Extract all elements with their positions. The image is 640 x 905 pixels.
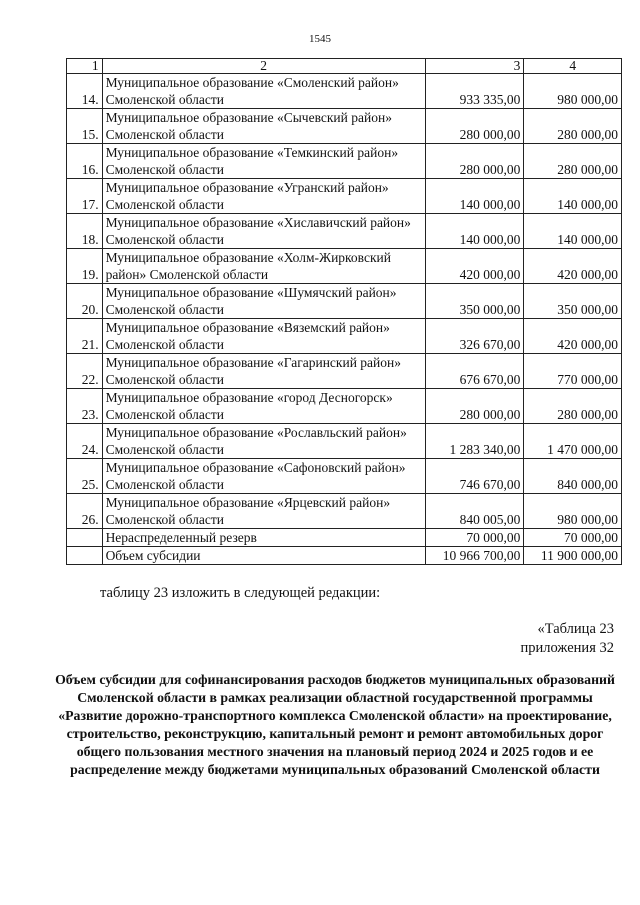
- amount-col-4: 980 000,00: [524, 74, 622, 109]
- municipality-name: Объем субсидии: [102, 547, 425, 565]
- header-col-2: 2: [102, 59, 425, 74]
- table-ref-line-2: приложения 32: [520, 640, 614, 656]
- amount-col-4: 70 000,00: [524, 529, 622, 547]
- amount-col-4: 420 000,00: [524, 249, 622, 284]
- amount-col-4: 840 000,00: [524, 459, 622, 494]
- table-row: [67, 529, 622, 547]
- amount-col-3: 676 670,00: [425, 354, 524, 389]
- amount-col-3: 10 966 700,00: [425, 547, 524, 565]
- instruction-text: таблицу 23 изложить в следующей редакции:: [100, 585, 381, 601]
- municipality-name: Муниципальное образование «Шумячский район» Смоленской области: [102, 284, 425, 319]
- table-row: [67, 214, 622, 249]
- row-number: 25.: [67, 459, 103, 494]
- amount-col-3: 933 335,00: [425, 74, 524, 109]
- amount-col-3: 140 000,00: [425, 179, 524, 214]
- row-number: 26.: [67, 494, 103, 529]
- table-row: [67, 179, 622, 214]
- municipality-name: Муниципальное образование «Сафоновский район» Смоленской области: [102, 459, 425, 494]
- municipality-name: Муниципальное образование «Сычевский район» Смоленской области: [102, 109, 425, 144]
- table-ref-line-1: «Таблица 23: [537, 621, 614, 637]
- document-title: Объем субсидии для софинансирования расходов бюджетов муниципальных образований Смоленской области в рамках реализации областной государственной программы «Развитие дорожно-транспортного комплекса Смоленской области» на проектирование, строительство, реконструкцию, капитальный ремонт и ремонт автомобильных дорог общего пользования местного значения на плановый период 2024 и 2025 годов и ее распределение между бюджетами муниципальных образований Смоленской области: [55, 672, 615, 777]
- amount-col-3: 746 670,00: [425, 459, 524, 494]
- table-row: [67, 494, 622, 529]
- header-col-4: 4: [524, 59, 622, 74]
- amount-col-4: 280 000,00: [524, 144, 622, 179]
- amount-col-4: 140 000,00: [524, 179, 622, 214]
- page-number: 1545: [309, 33, 331, 45]
- municipality-name: Муниципальное образование «Гагаринский район» Смоленской области: [102, 354, 425, 389]
- amount-col-3: 280 000,00: [425, 144, 524, 179]
- table-row: [67, 109, 622, 144]
- subsidy-distribution-table: [66, 58, 622, 565]
- municipality-name: Муниципальное образование «город Десногорск» Смоленской области: [102, 389, 425, 424]
- row-number: 20.: [67, 284, 103, 319]
- municipality-name: Муниципальное образование «Смоленский район» Смоленской области: [102, 74, 425, 109]
- table-row: [67, 144, 622, 179]
- amount-col-3: 326 670,00: [425, 319, 524, 354]
- table-row: [67, 547, 622, 565]
- amount-col-4: 140 000,00: [524, 214, 622, 249]
- amount-col-4: 11 900 000,00: [524, 547, 622, 565]
- row-number: 24.: [67, 424, 103, 459]
- municipality-name: Муниципальное образование «Хиславичский район» Смоленской области: [102, 214, 425, 249]
- table-row: [67, 389, 622, 424]
- row-number: [67, 547, 103, 565]
- table-row: [67, 284, 622, 319]
- amount-col-3: 140 000,00: [425, 214, 524, 249]
- amount-col-4: 280 000,00: [524, 109, 622, 144]
- amount-col-4: 350 000,00: [524, 284, 622, 319]
- amount-col-3: 350 000,00: [425, 284, 524, 319]
- row-number: 21.: [67, 319, 103, 354]
- amount-col-4: 770 000,00: [524, 354, 622, 389]
- municipality-name: Муниципальное образование «Холм-Жирковский район» Смоленской области: [102, 249, 425, 284]
- amount-col-3: 420 000,00: [425, 249, 524, 284]
- amount-col-3: 280 000,00: [425, 389, 524, 424]
- amount-col-3: 280 000,00: [425, 109, 524, 144]
- table-row: [67, 319, 622, 354]
- amount-col-3: 840 005,00: [425, 494, 524, 529]
- amount-col-3: 70 000,00: [425, 529, 524, 547]
- row-number: 23.: [67, 389, 103, 424]
- municipality-name: Муниципальное образование «Вяземский район» Смоленской области: [102, 319, 425, 354]
- table-reference: [521, 620, 614, 658]
- table-row: [67, 459, 622, 494]
- row-number: 19.: [67, 249, 103, 284]
- row-number: [67, 529, 103, 547]
- municipality-name: Нераспределенный резерв: [102, 529, 425, 547]
- amount-col-4: 420 000,00: [524, 319, 622, 354]
- table-row: [67, 249, 622, 284]
- amount-col-4: 1 470 000,00: [524, 424, 622, 459]
- row-number: 14.: [67, 74, 103, 109]
- header-col-1: 1: [67, 59, 103, 74]
- table-row: [67, 74, 622, 109]
- municipality-name: Муниципальное образование «Темкинский район» Смоленской области: [102, 144, 425, 179]
- amount-col-4: 980 000,00: [524, 494, 622, 529]
- row-number: 18.: [67, 214, 103, 249]
- row-number: 17.: [67, 179, 103, 214]
- header-col-3: 3: [425, 59, 524, 74]
- amount-col-3: 1 283 340,00: [425, 424, 524, 459]
- amount-col-4: 280 000,00: [524, 389, 622, 424]
- table-header-row: [67, 59, 622, 74]
- table-row: [67, 424, 622, 459]
- municipality-name: Муниципальное образование «Угранский район» Смоленской области: [102, 179, 425, 214]
- row-number: 15.: [67, 109, 103, 144]
- row-number: 16.: [67, 144, 103, 179]
- table-body: [67, 74, 622, 565]
- row-number: 22.: [67, 354, 103, 389]
- table-row: [67, 354, 622, 389]
- municipality-name: Муниципальное образование «Рославльский район» Смоленской области: [102, 424, 425, 459]
- municipality-name: Муниципальное образование «Ярцевский район» Смоленской области: [102, 494, 425, 529]
